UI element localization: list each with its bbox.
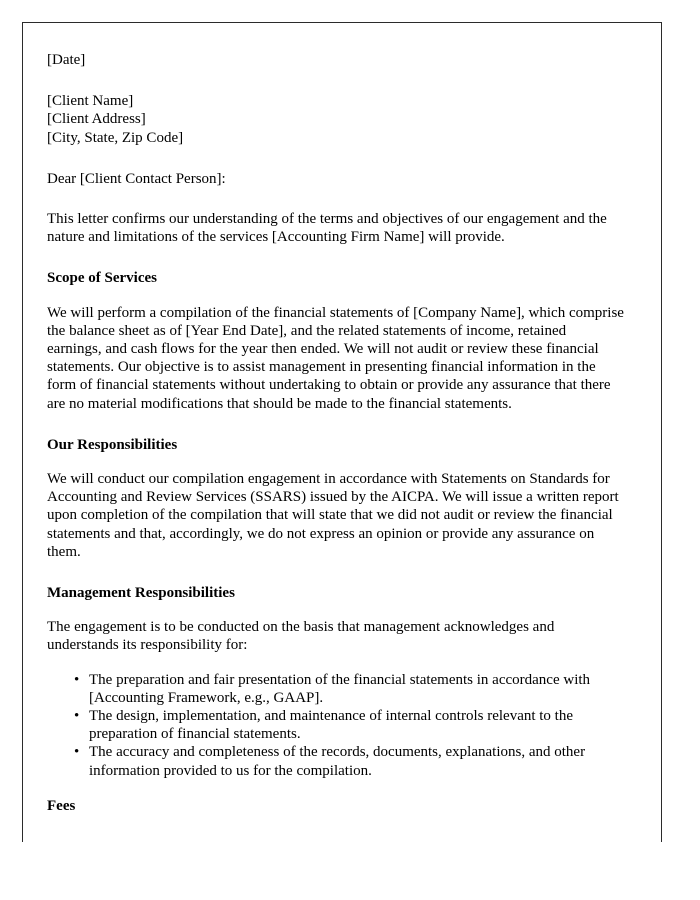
list-item: • The design, implementation, and maintenance of internal controls relevant to the preparation of financial statements. (47, 707, 624, 743)
section-body-management-responsibilities: The engagement is to be conducted on the basis that management acknowledges and understands its responsibility for: (47, 619, 555, 654)
recipient-name: [Client Name] (47, 93, 134, 110)
date-block (47, 51, 624, 69)
date-placeholder: [Date] (47, 52, 86, 68)
section-scope-of-services (47, 269, 624, 412)
recipient-city-state-zip: [City, State, Zip Code] (47, 129, 184, 146)
section-heading-our-responsibilities: Our Responsibilities (47, 436, 178, 453)
management-responsibility-list-block (47, 671, 624, 780)
salutation: Dear [Client Contact Person]: (47, 170, 226, 187)
section-body-our-responsibilities: We will conduct our compilation engagement in accordance with Statements on Standards for Accounting and Review Services (SSARS) issued by the AICPA. We will issue a written report upon completion of the compilation that will state that we did not audit or review the financial statements and that, accordingly, we do not express an opinion or provide any assurance on them. (47, 471, 619, 560)
section-our-responsibilities (47, 436, 624, 561)
document-page (22, 22, 662, 842)
section-body-scope-of-services: We will perform a compilation of the financial statements of [Company Name], which comprise the balance sheet as of [Year End Date], and the related statements of income, retained earnings, and cash flows for the year then ended. We will not audit or review these financial statements. Our objective is to assist management in presenting financial information in the form of financial statements without undertaking to obtain or provide any assurance that there are no material modifications that should be made to the financial statements. (47, 304, 624, 412)
section-management-responsibilities (47, 584, 624, 655)
intro-block (47, 210, 624, 246)
list-item: • The accuracy and completeness of the records, documents, explanations, and other information provided to us for the compilation. (47, 743, 624, 779)
document-body (23, 23, 661, 815)
section-fees (47, 797, 624, 815)
recipient-address: [Client Address] (47, 111, 146, 128)
section-heading-scope-of-services: Scope of Services (47, 270, 157, 287)
salutation-block (47, 170, 624, 188)
section-heading-management-responsibilities: Management Responsibilities (47, 585, 235, 602)
management-responsibility-list (47, 671, 624, 780)
intro-paragraph: This letter confirms our understanding of the terms and objectives of our engagement and the nature and limitations of the services [Accounting Firm Name] will provide. (47, 211, 607, 246)
recipient-address-block (47, 92, 624, 147)
section-heading-fees: Fees (47, 797, 76, 814)
list-item: • The preparation and fair presentation of the financial statements in accordance with [Accounting Framework, e.g., GAAP]. (47, 671, 624, 707)
